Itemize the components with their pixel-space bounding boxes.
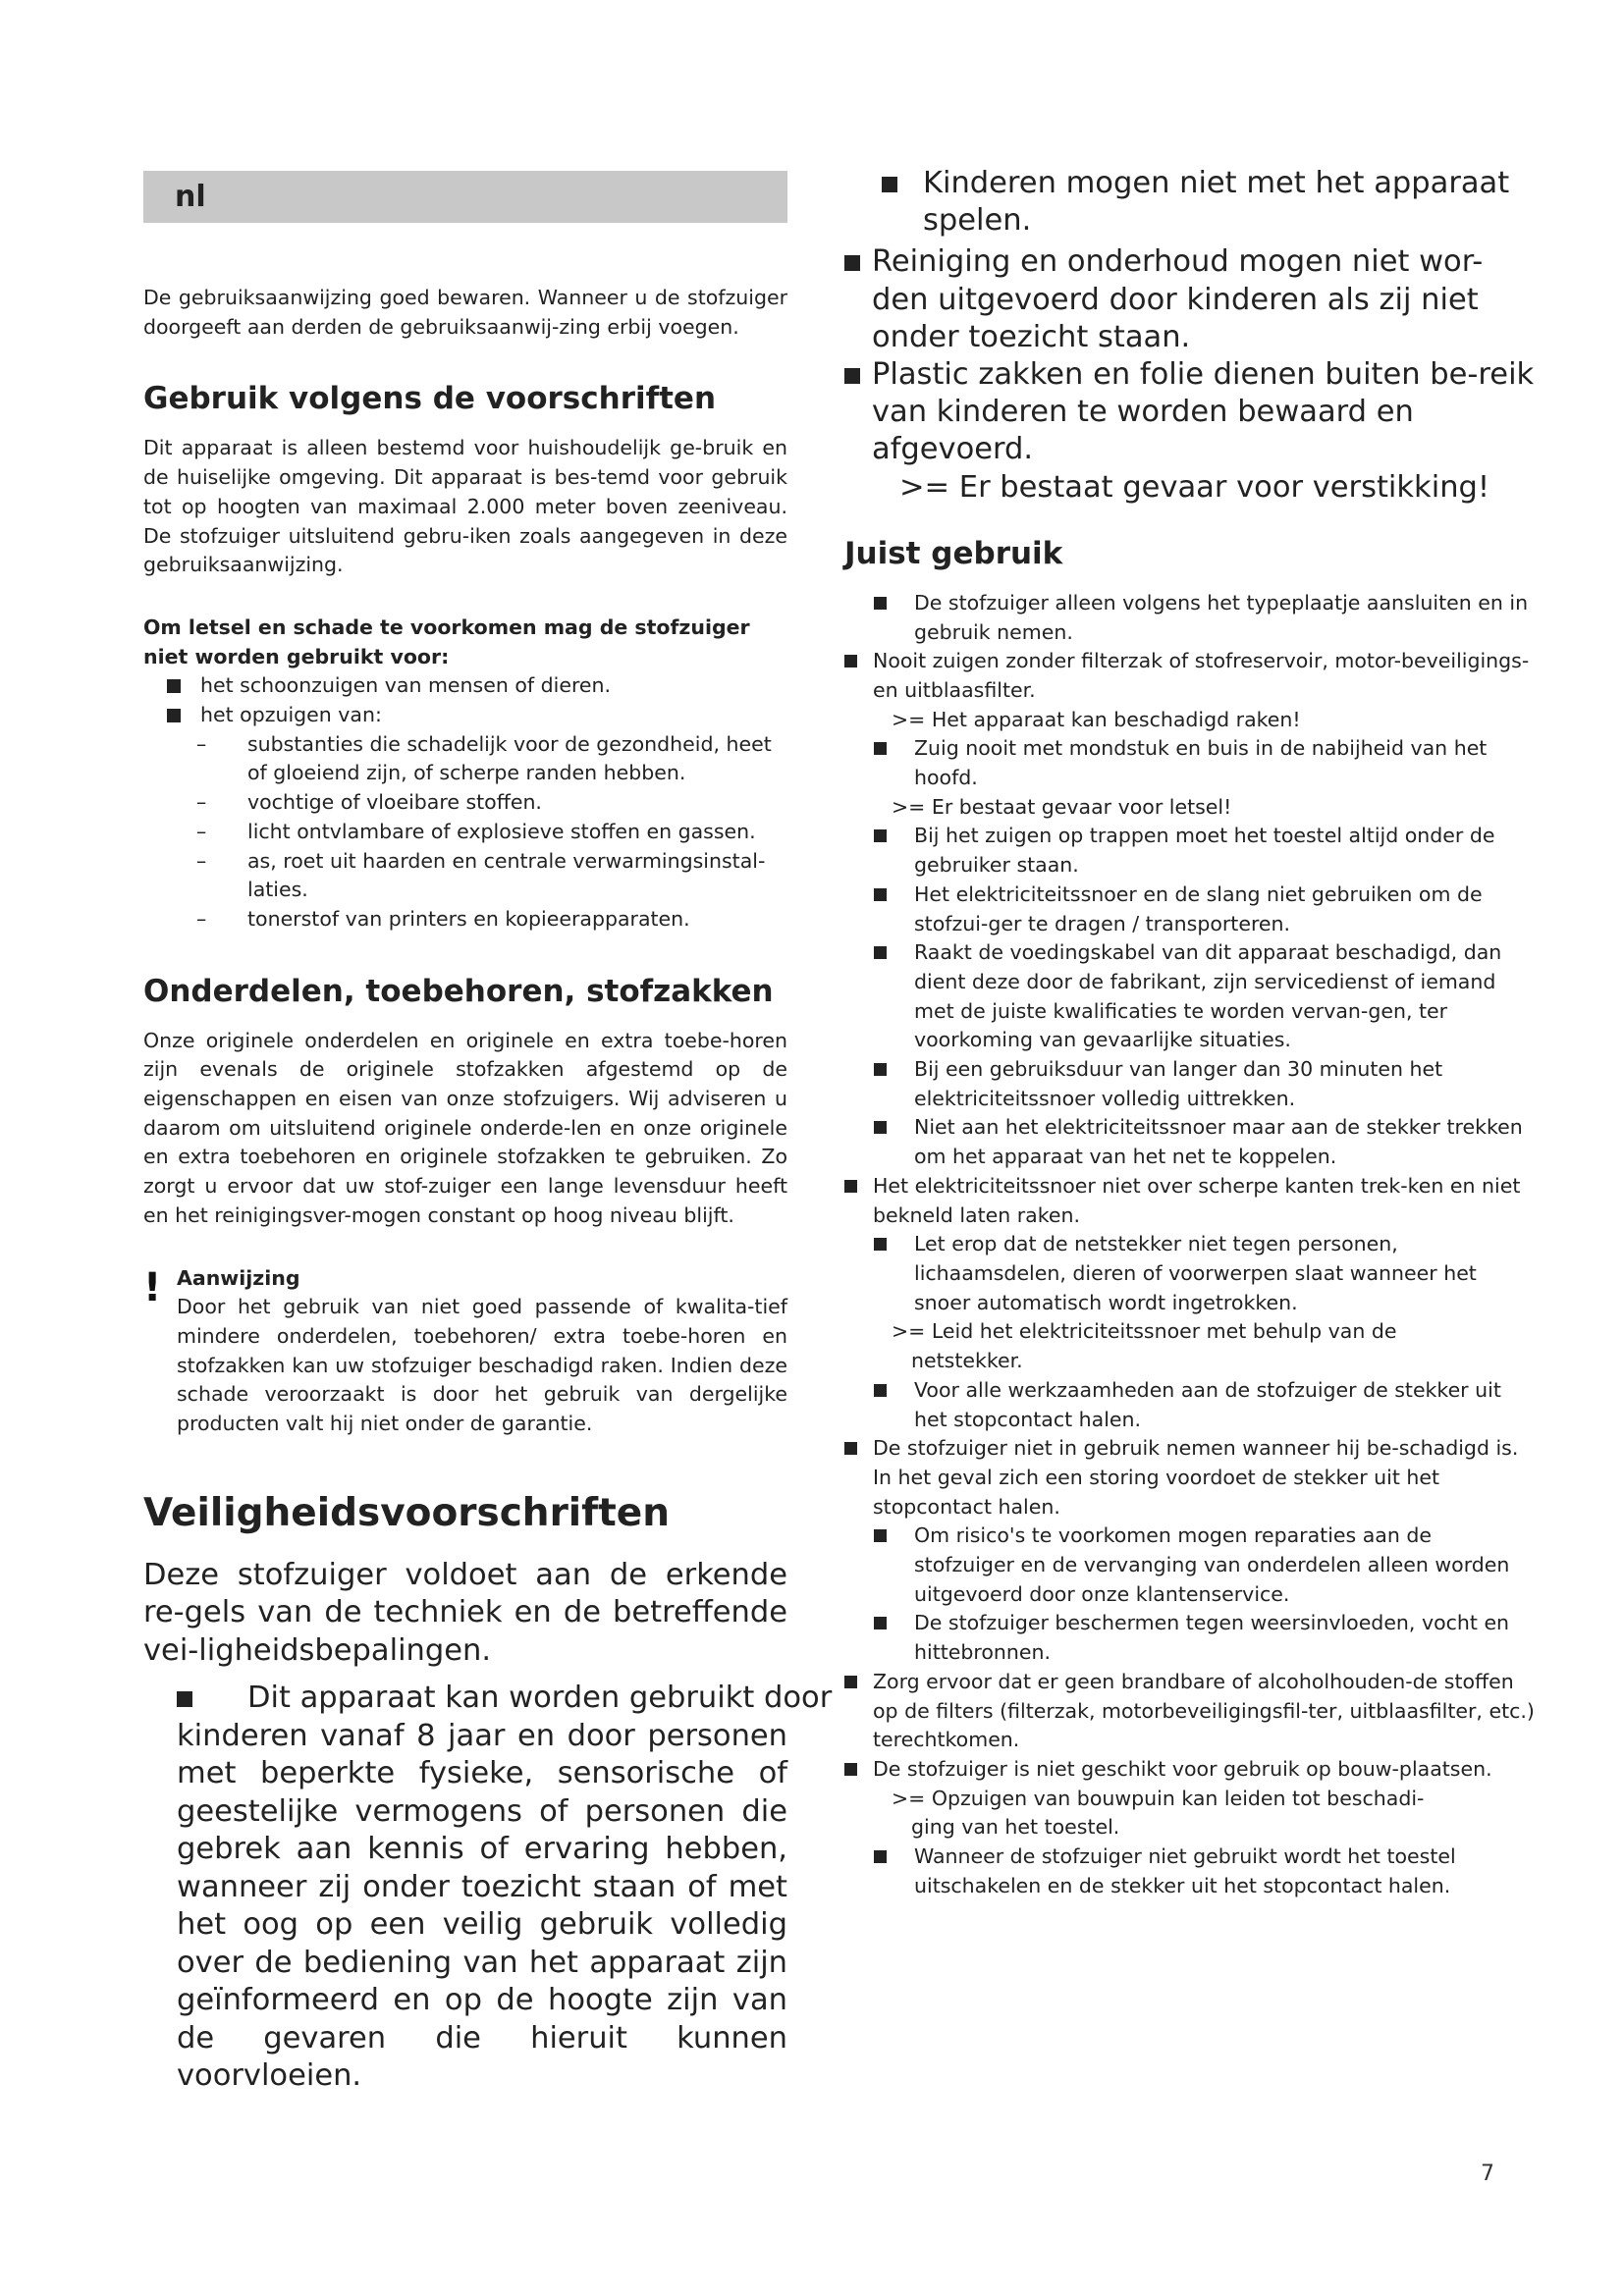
list-item: De stofzuiger niet in gebruik nemen wanneer hij be-schadigd is. In het geval zich een storing voordoet de stekker uit het stopcontact halen. (844, 1434, 1538, 1522)
note-title: Aanwijzing (177, 1265, 300, 1290)
heading-gebruik: Gebruik volgens de voorschriften (143, 381, 717, 417)
warning-text: >= Er bestaat gevaar voor verstikking! (899, 469, 1490, 505)
list-item: Nooit zuigen zonder filterzak of stofreservoir, motor-beveiligings- en uitblaasfilter. (844, 647, 1538, 705)
paragraph-onderdelen: Onze originele onderdelen en originele en extra toebe-horen zijn evenals de originele stofzakken afgestemd op de eigenschappen en eisen van onze stofzuigers. Wij adviseren u daarom om uitsluitend originele onderde-len en onze originele en extra toebehoren en originele stofzakken te gebruiken. Zo zorgt u ervoor dat uw stof-zuiger een lange levensduur heeft en het reinigingsver-mogen constant op hoog niveau blijft. (143, 1028, 787, 1227)
exclamation-icon: ! (143, 1264, 162, 1310)
list-item: Dit apparaat kan worden gebruikt door (143, 1680, 787, 1718)
bullet-icon (177, 1691, 192, 1707)
list-item: Reiniging en onderhoud mogen niet wor-den uitgevoerd door kinderen als zij niet onder toezicht staan. (844, 243, 1538, 356)
bullet-icon (874, 946, 887, 959)
list-item-continuation: kinderen vanaf 8 jaar en door personen met beperkte fysieke, sensorische of geestelijke vermogens of personen die gebrek aan kennis of ervaring hebben, wanneer zij onder toezicht staan of met het oog op een veilig gebruik volledig over de bediening van het apparaat zijn geïnformeerd en op de hoogte zijn van de gevaren die hieruit kunnen voorvloeien. (177, 1718, 787, 2094)
paragraph-veiligheid: Deze stofzuiger voldoet aan de erkende re-gels van de techniek en de betreffende vei-ligheidsbepalingen. (143, 1557, 787, 1668)
list-item: Zorg ervoor dat er geen brandbare of alcoholhouden-de stoffen op de filters (filterzak, motorbeveiligingsfil-ter, uitblaasfilter, etc.) terechtkomen. (844, 1668, 1538, 1755)
list-item: het schoonzuigen van mensen of dieren. (143, 671, 787, 701)
bullet-icon (874, 597, 887, 610)
bullet-icon (874, 1384, 887, 1397)
dash-item: –licht ontvlambare of explosieve stoffen en gassen. (196, 819, 756, 843)
paragraph-gebruik: Dit apparaat is alleen bestemd voor huishoudelijk ge-bruik en de huiselijke omgeving. Dit apparaat is bes-temd voor gebruik tot op hoogten van maximaal 2.000 meter boven zeeniveau. De stofzuiger uitsluitend gebru-iken zoals aangegeven in deze gebruiksaanwijzing. (143, 436, 787, 577)
bullet-icon (874, 829, 887, 842)
list-item: De stofzuiger is niet geschikt voor gebruik op bouw-plaatsen. (844, 1755, 1538, 1785)
right-column (844, 165, 1538, 1900)
list-item: Het elektriciteitssnoer en de slang niet gebruiken om de stofzui-ger te dragen / transporteren. (844, 881, 1538, 938)
bullet-icon (844, 1442, 857, 1455)
list-item: Niet aan het elektriciteitssnoer maar aan de stekker trekken om het apparaat van het net te koppelen. (844, 1113, 1538, 1171)
bullet-icon (844, 368, 860, 384)
list-item: Plastic zakken en folie dienen buiten be-reik van kinderen te worden bewaard en afgevoerd. (844, 356, 1538, 469)
bullet-icon (874, 1238, 887, 1251)
bullet-icon (874, 1121, 887, 1134)
heading-veiligheid: Veiligheidsvoorschriften (143, 1490, 671, 1535)
list-item: De stofzuiger beschermen tegen weersinvloeden, vocht en hittebronnen. (844, 1609, 1538, 1667)
bullet-icon (874, 1529, 887, 1542)
warning-text: >= Leid het elektriciteitssnoer met behulp van de netstekker. (892, 1319, 1397, 1373)
note-block (143, 1264, 787, 1439)
bullet-icon (874, 1850, 887, 1863)
intro-paragraph: De gebruiksaanwijzing goed bewaren. Wanneer u de stofzuiger doorgeeft aan derden de gebruiksaanwij-zing erbij voegen. (143, 286, 787, 339)
warning-text: >= Er bestaat gevaar voor letsel! (892, 794, 1232, 819)
list-item: Wanneer de stofzuiger niet gebruikt wordt het toestel uitschakelen en de stekker uit het stopcontact halen. (844, 1842, 1538, 1900)
list-item: Kinderen mogen niet met het apparaat spelen. (844, 165, 1538, 240)
list-item: Voor alle werkzaamheden aan de stofzuiger de stekker uit het stopcontact halen. (844, 1376, 1538, 1434)
list-item: Om risico's te voorkomen mogen reparaties aan de stofzuiger en de vervanging van onderdelen alleen worden uitgevoerd door onze klantenservice. (844, 1522, 1538, 1609)
warning-text: >= Het apparaat kan beschadigd raken! (892, 707, 1301, 731)
note-text: Door het gebruik van niet goed passende of kwalita-tief mindere onderdelen, toebehoren/ extra toebe-horen en stofzakken kan uw stofzuiger beschadigd raken. Indien deze schade veroorzaakt is door het gebruik van dergelijke producten valt hij niet onder de garantie. (177, 1295, 787, 1436)
list-item: Het elektriciteitssnoer niet over scherpe kanten trek-ken en niet bekneld laten raken. (844, 1172, 1538, 1230)
bullet-icon (844, 1763, 857, 1776)
dash-item: –tonerstof van printers en kopieerapparaten. (196, 906, 690, 931)
bullet-icon (844, 255, 860, 271)
bullet-icon (874, 742, 887, 755)
dash-item: –vochtige of vloeibare stoffen. (196, 790, 542, 815)
list-item: Raakt de voedingskabel van dit apparaat beschadigd, dan dient deze door de fabrikant, zijn servicedienst of iemand met de juiste kwalificaties te worden vervan-gen, ter voorkoming van gevaarlijke situaties. (844, 938, 1538, 1055)
warning-text: >= Opzuigen van bouwpuin kan leiden tot beschadi- ging van het toestel. (892, 1786, 1425, 1840)
language-label: nl (175, 180, 206, 214)
bullet-icon (844, 1676, 857, 1688)
bullet-icon (874, 1617, 887, 1629)
list-item: Bij een gebruiksduur van langer dan 30 minuten het elektriciteitssnoer volledig uittrekken. (844, 1055, 1538, 1113)
bullet-icon (882, 177, 897, 192)
bullet-icon (844, 655, 857, 667)
left-column (143, 171, 833, 2096)
bullet-icon (167, 709, 181, 722)
bullet-icon (874, 1063, 887, 1076)
list-item: Bij het zuigen op trappen moet het toestel altijd onder de gebruiker staan. (844, 822, 1538, 880)
heading-juist: Juist gebruik (844, 535, 1063, 571)
language-bar (143, 171, 787, 223)
bullet-icon (167, 679, 181, 693)
dash-item: –as, roet uit haarden en centrale verwarmingsinstal-laties. (196, 848, 766, 902)
list-item: Let erop dat de netstekker niet tegen personen, lichaamsdelen, dieren of voorwerpen slaat wanneer het snoer automatisch wordt ingetrokken. (844, 1230, 1538, 1317)
list-item: De stofzuiger alleen volgens het typeplaatje aansluiten en in gebruik nemen. (844, 589, 1538, 647)
page-number: 7 (1481, 2162, 1494, 2186)
bullet-icon (874, 888, 887, 901)
list-item: Zuig nooit met mondstuk en buis in de nabijheid van het hoofd. (844, 734, 1538, 792)
heading-onderdelen: Onderdelen, toebehoren, stofzakken (143, 973, 774, 1009)
list-item: het opzuigen van: (143, 701, 787, 730)
dash-item: –substanties die schadelijk voor de gezondheid, heet of gloeiend zijn, of scherpe randen hebben. (196, 731, 772, 785)
bullet-icon (844, 1180, 857, 1193)
bold-warning: Om letsel en schade te voorkomen mag de stofzuiger niet worden gebruikt voor: (143, 614, 750, 668)
